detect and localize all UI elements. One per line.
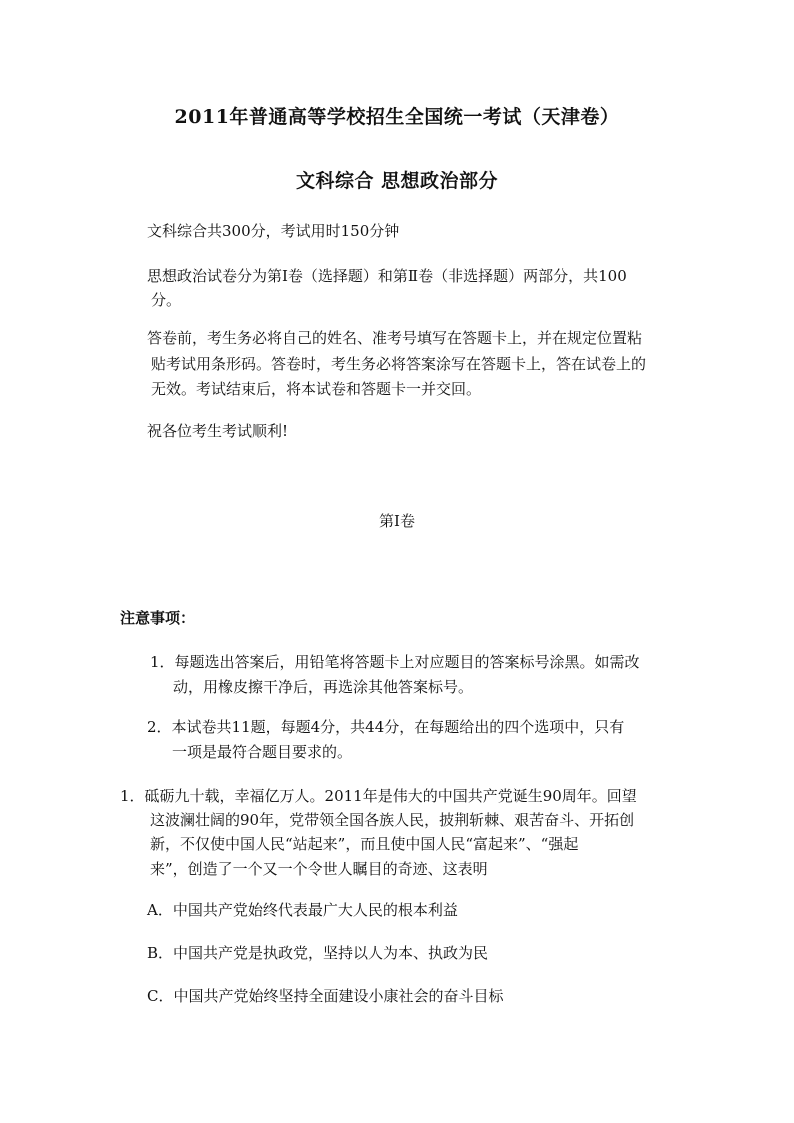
page-title: 2011年普通高等学校招生全国统一考试（天津卷）: [174, 106, 620, 128]
question-1-line-1: 1．砥砺九十载，幸福亿万人。2011年是伟大的中国共产党诞生90周年。回望: [120, 787, 637, 805]
question-1-line-4: 来”，创造了一个又一个令世人瞩目的奇迹、这表明: [150, 860, 488, 878]
section-title: 第Ⅰ卷: [379, 512, 415, 530]
question-1-line-2: 这波澜壮阔的90年，党带领全国各族人民，披荆斩棘、艰苦奋斗、开拓创: [150, 811, 635, 829]
note-1-line-1: 1．每题选出答案后，用铅笔将答题卡上对应题目的答案标号涂黑。如需改: [150, 653, 640, 671]
page-subtitle: 文科综合 思想政治部分: [295, 170, 499, 192]
note-2-line-1: 2．本试卷共11题，每题4分，共44分，在每题给出的四个选项中，只有: [147, 718, 625, 736]
option-b: B．中国共产党是执政党，坚持以人为本、执政为民: [147, 944, 489, 962]
intro-paragraph-1: 文科综合共300分，考试用时150分钟: [147, 222, 400, 240]
intro-paragraph-4: 祝各位考生考试顺利!: [147, 422, 289, 440]
intro-paragraph-2-line-2: 分。: [151, 291, 182, 309]
notes-heading: 注意事项：: [120, 609, 196, 627]
intro-paragraph-3-line-3: 无效。考试结束后，将本试卷和答题卡一并交回。: [151, 380, 482, 398]
option-a: A．中国共产党始终代表最广大人民的根本利益: [147, 901, 458, 919]
intro-paragraph-3-line-2: 贴考试用条形码。答卷时，考生务必将答案涂写在答题卡上，答在试卷上的: [151, 355, 647, 373]
question-1-line-3: 新，不仅使中国人民“站起来”，而且使中国人民“富起来”、“强起: [150, 835, 579, 853]
intro-paragraph-3-line-1: 答卷前，考生务必将自己的姓名、准考号填写在答题卡上，并在规定位置粘: [147, 329, 643, 347]
note-2-line-2: 一项是最符合题目要求的。: [172, 743, 353, 761]
note-1-line-2: 动，用橡皮擦干净后，再选涂其他答案标号。: [173, 678, 474, 696]
intro-paragraph-2-line-1: 思想政治试卷分为第Ⅰ卷（选择题）和第Ⅱ卷（非选择题）两部分，共100: [147, 267, 627, 285]
option-c: C．中国共产党始终坚持全面建设小康社会的奋斗目标: [147, 987, 504, 1005]
